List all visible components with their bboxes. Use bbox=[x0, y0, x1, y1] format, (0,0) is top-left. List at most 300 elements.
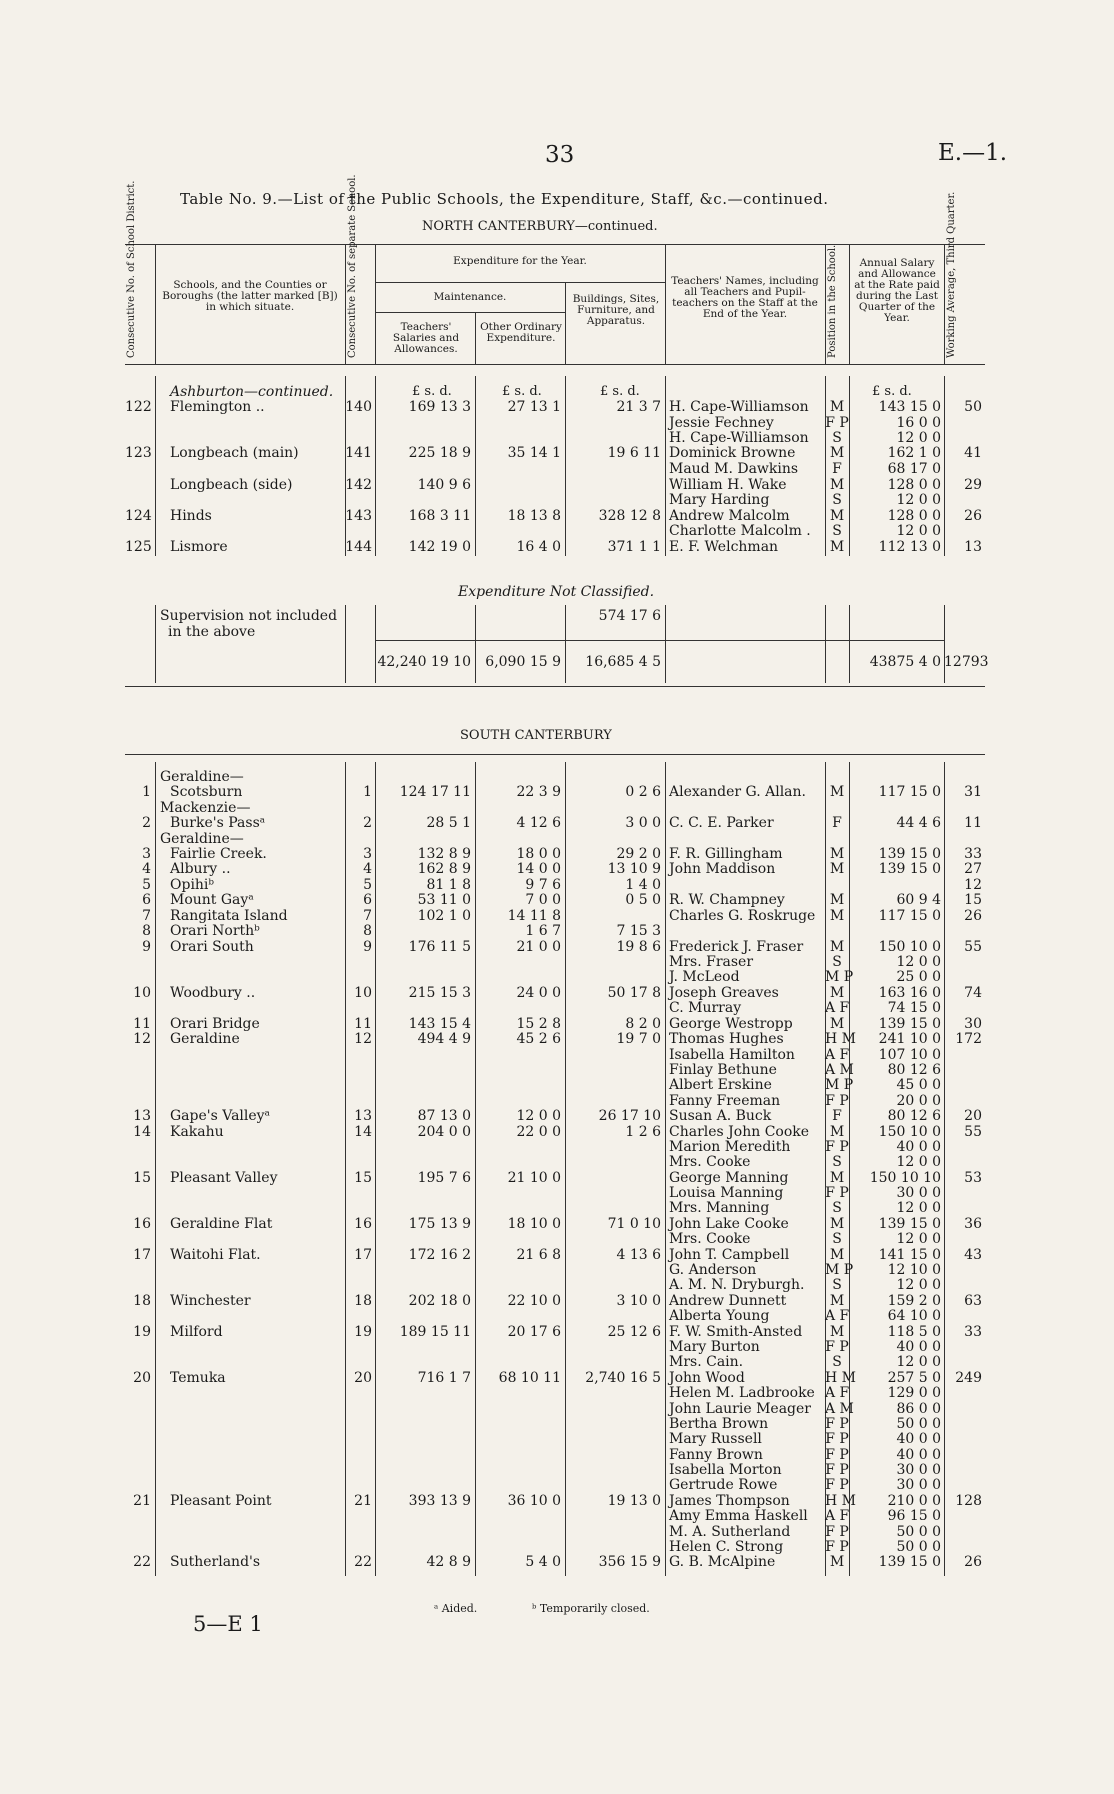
position: F P bbox=[825, 1416, 849, 1432]
attendance: 20 bbox=[964, 1108, 982, 1124]
district-no: 15 bbox=[133, 1170, 151, 1186]
buildings: 7 15 3 bbox=[616, 923, 661, 939]
position: F P bbox=[825, 1185, 849, 1201]
salaries: 172 16 2 bbox=[408, 1247, 471, 1263]
supervision-amount: 574 17 6 bbox=[598, 608, 661, 624]
annual-salary: 12 10 0 bbox=[887, 1262, 941, 1278]
annual-salary: 12 0 0 bbox=[896, 1231, 941, 1247]
school-no: 3 bbox=[363, 846, 372, 862]
salaries: 393 13 9 bbox=[408, 1493, 471, 1509]
table-row bbox=[0, 970, 1114, 985]
north-canterbury-heading: NORTH CANTERBURY—continued. bbox=[422, 219, 658, 234]
table-row bbox=[0, 524, 1114, 539]
position: M bbox=[829, 508, 845, 524]
annual-salary: 50 0 0 bbox=[896, 1416, 941, 1432]
teacher-name: C. C. E. Parker bbox=[669, 815, 774, 831]
teacher-name: Jessie Fechney bbox=[669, 415, 774, 431]
buildings: 356 15 9 bbox=[598, 1554, 661, 1570]
annual-salary: 12 0 0 bbox=[896, 430, 941, 446]
other-expenditure: 18 10 0 bbox=[507, 1216, 561, 1232]
annual-salary: 96 15 0 bbox=[887, 1508, 941, 1524]
other-expenditure: 36 10 0 bbox=[507, 1493, 561, 1509]
teacher-name: Amy Emma Haskell bbox=[669, 1508, 808, 1524]
teacher-name: F. W. Smith-Ansted bbox=[669, 1324, 803, 1340]
position: H M bbox=[825, 1493, 856, 1509]
header-other: Other Ordinary Expenditure. bbox=[480, 321, 562, 344]
teacher-name: Dominick Browne bbox=[669, 445, 796, 461]
district-no: 4 bbox=[142, 861, 151, 877]
teacher-name: Charlotte Malcolm . bbox=[669, 523, 811, 539]
annual-salary: 163 16 0 bbox=[878, 985, 941, 1001]
annual-salary: 86 0 0 bbox=[896, 1401, 941, 1417]
attendance: 26 bbox=[964, 508, 982, 524]
south-canterbury-table bbox=[0, 770, 1114, 1580]
annual-salary: 12 0 0 bbox=[896, 1154, 941, 1170]
district-no: 5 bbox=[142, 877, 151, 893]
table-row bbox=[0, 1478, 1114, 1493]
attendance: 15 bbox=[964, 892, 982, 908]
annual-salary: 117 15 0 bbox=[878, 784, 941, 800]
school-name: Pleasant Valley bbox=[170, 1170, 278, 1186]
position: M bbox=[829, 1324, 845, 1340]
school-name: Geraldine Flat bbox=[170, 1216, 273, 1232]
page-signature: 5—E 1 bbox=[193, 1612, 263, 1636]
school-name: Fairlie Creek. bbox=[170, 846, 267, 862]
salaries: 42 8 9 bbox=[426, 1554, 471, 1570]
school-name: Geraldine— bbox=[160, 831, 244, 847]
position: M P bbox=[825, 1262, 854, 1278]
south-canterbury-heading: SOUTH CANTERBURY bbox=[460, 728, 612, 743]
teacher-name: Isabella Morton bbox=[669, 1462, 782, 1478]
position: F P bbox=[825, 415, 849, 431]
district-no: 17 bbox=[133, 1247, 151, 1263]
district-no: 6 bbox=[142, 892, 151, 908]
teacher-name: Mary Harding bbox=[669, 492, 770, 508]
district-no: 2 bbox=[142, 815, 151, 831]
teacher-name: Louisa Manning bbox=[669, 1185, 784, 1201]
table-row bbox=[0, 540, 1114, 555]
table-row bbox=[0, 1186, 1114, 1201]
header-teachers: Teachers' Names, including all Teachers and Pupil-teachers on the Staff at the End of the Year. bbox=[671, 275, 819, 320]
annual-salary: 12 0 0 bbox=[896, 1277, 941, 1293]
not-classified-heading: Expenditure Not Classified. bbox=[458, 584, 655, 600]
district-no: 19 bbox=[133, 1324, 151, 1340]
school-name: Flemington .. bbox=[170, 399, 265, 415]
school-no: 18 bbox=[354, 1293, 372, 1309]
teacher-name: F. R. Gillingham bbox=[669, 846, 783, 862]
district-no: 20 bbox=[133, 1370, 151, 1386]
position: M bbox=[829, 1170, 845, 1186]
annual-salary: 30 0 0 bbox=[896, 1462, 941, 1478]
table-row bbox=[0, 955, 1114, 970]
school-no: 10 bbox=[354, 985, 372, 1001]
table-row bbox=[0, 400, 1114, 415]
other-expenditure: 14 0 0 bbox=[516, 861, 561, 877]
attendance: 27 bbox=[964, 861, 982, 877]
teacher-name: John Wood bbox=[669, 1370, 745, 1386]
position: F P bbox=[825, 1462, 849, 1478]
buildings: 1 2 6 bbox=[625, 1124, 661, 1140]
table-row bbox=[0, 940, 1114, 955]
other-expenditure: 22 0 0 bbox=[516, 1124, 561, 1140]
salaries: 169 13 3 bbox=[408, 399, 471, 415]
annual-salary: 40 0 0 bbox=[896, 1139, 941, 1155]
other-expenditure: 21 0 0 bbox=[516, 939, 561, 955]
district-no: 13 bbox=[133, 1108, 151, 1124]
buildings: 71 0 10 bbox=[607, 1216, 661, 1232]
position: M bbox=[829, 477, 845, 493]
header-attendance: Working Average, Third Quarter. bbox=[946, 191, 957, 358]
district-no: 8 bbox=[142, 923, 151, 939]
buildings: 19 7 0 bbox=[616, 1031, 661, 1047]
school-name: Orari South bbox=[170, 939, 254, 955]
header-salaries: Teachers' Salaries and Allowances. bbox=[392, 321, 460, 355]
school-no: 8 bbox=[363, 923, 372, 939]
position: A F bbox=[825, 1508, 850, 1524]
teacher-name: George Manning bbox=[669, 1170, 789, 1186]
teacher-name: H. Cape-Williamson bbox=[669, 430, 809, 446]
attendance: 36 bbox=[964, 1216, 982, 1232]
annual-salary: 30 0 0 bbox=[896, 1477, 941, 1493]
teacher-name: Susan A. Buck bbox=[669, 1108, 772, 1124]
buildings: 19 6 11 bbox=[607, 445, 661, 461]
school-no: 1 bbox=[363, 784, 372, 800]
other-expenditure: 5 4 0 bbox=[525, 1554, 561, 1570]
page-number: 33 bbox=[545, 142, 575, 168]
position: M P bbox=[825, 1077, 854, 1093]
other-expenditure: 20 17 6 bbox=[507, 1324, 561, 1340]
position: M bbox=[829, 846, 845, 862]
teacher-name: Albert Erskine bbox=[669, 1077, 772, 1093]
salaries: 132 8 9 bbox=[417, 846, 471, 862]
table-row bbox=[0, 1294, 1114, 1309]
annual-salary: 44 4 6 bbox=[896, 815, 941, 831]
other-expenditure: 45 2 6 bbox=[516, 1031, 561, 1047]
position: H M bbox=[825, 1031, 856, 1047]
teacher-name: R. W. Champney bbox=[669, 892, 785, 908]
district-no: 125 bbox=[125, 539, 152, 555]
school-no: 19 bbox=[354, 1324, 372, 1340]
school-no: 143 bbox=[345, 508, 372, 524]
school-name: Hinds bbox=[170, 508, 212, 524]
buildings: 4 13 6 bbox=[616, 1247, 661, 1263]
attendance: 13 bbox=[964, 539, 982, 555]
annual-salary: 128 0 0 bbox=[887, 477, 941, 493]
teacher-name: A. M. N. Dryburgh. bbox=[669, 1277, 805, 1293]
salaries: 162 8 9 bbox=[417, 861, 471, 877]
attendance: 11 bbox=[964, 815, 982, 831]
currency-other: £ s. d. bbox=[502, 384, 542, 399]
table-row bbox=[0, 1494, 1114, 1509]
teacher-name: Mrs. Cooke bbox=[669, 1154, 751, 1170]
teacher-name: Fanny Brown bbox=[669, 1447, 763, 1463]
teacher-name: Charles G. Roskruge bbox=[669, 908, 816, 924]
position: M bbox=[829, 1216, 845, 1232]
school-name: Winchester bbox=[170, 1293, 251, 1309]
other-expenditure: 21 10 0 bbox=[507, 1170, 561, 1186]
position: A M bbox=[825, 1062, 854, 1078]
annual-salary: 16 0 0 bbox=[896, 415, 941, 431]
other-expenditure: 4 12 6 bbox=[516, 815, 561, 831]
attendance: 41 bbox=[964, 445, 982, 461]
school-name: Mount Gayᵃ bbox=[170, 892, 254, 908]
salaries: 143 15 4 bbox=[408, 1016, 471, 1032]
teacher-name: Gertrude Rowe bbox=[669, 1477, 778, 1493]
position: S bbox=[832, 1231, 842, 1247]
table-row bbox=[0, 1448, 1114, 1463]
annual-salary: 128 0 0 bbox=[887, 508, 941, 524]
table-row bbox=[0, 1232, 1114, 1247]
attendance: 33 bbox=[964, 1324, 982, 1340]
position: M bbox=[829, 1293, 845, 1309]
north-canterbury-table bbox=[0, 385, 1114, 565]
position: F P bbox=[825, 1139, 849, 1155]
school-no: 9 bbox=[363, 939, 372, 955]
teacher-name: Joseph Greaves bbox=[669, 985, 779, 1001]
total-attendance: 12793 bbox=[944, 654, 989, 670]
teacher-name: John Laurie Meager bbox=[669, 1401, 811, 1417]
salaries: 176 11 5 bbox=[408, 939, 471, 955]
position: A F bbox=[825, 1047, 850, 1063]
annual-salary: 139 15 0 bbox=[878, 1554, 941, 1570]
salaries: 204 0 0 bbox=[417, 1124, 471, 1140]
annual-salary: 25 0 0 bbox=[896, 969, 941, 985]
school-name: Orari Northᵇ bbox=[170, 923, 260, 939]
school-name: Gape's Valleyᵃ bbox=[170, 1108, 270, 1124]
header-schools: Schools, and the Counties or Boroughs (the latter marked [B]) in which situate. bbox=[162, 279, 338, 313]
position: S bbox=[832, 1200, 842, 1216]
supervision-label: Supervision not included bbox=[160, 608, 338, 624]
table-row bbox=[0, 1217, 1114, 1232]
teacher-name: Mrs. Cooke bbox=[669, 1231, 751, 1247]
attendance: 33 bbox=[964, 846, 982, 862]
attendance: 26 bbox=[964, 1554, 982, 1570]
teacher-name: Charles John Cooke bbox=[669, 1124, 810, 1140]
salaries: 140 9 6 bbox=[417, 477, 471, 493]
district-no: 14 bbox=[133, 1124, 151, 1140]
salaries: 124 17 11 bbox=[399, 784, 471, 800]
buildings: 0 2 6 bbox=[625, 784, 661, 800]
table-row bbox=[0, 1063, 1114, 1078]
annual-salary: 143 15 0 bbox=[878, 399, 941, 415]
school-name: Longbeach (side) bbox=[170, 477, 293, 493]
salaries: 81 1 8 bbox=[426, 877, 471, 893]
district-no: 7 bbox=[142, 908, 151, 924]
position: M bbox=[829, 1247, 845, 1263]
salaries: 87 13 0 bbox=[417, 1108, 471, 1124]
school-no: 2 bbox=[363, 815, 372, 831]
school-no: 140 bbox=[345, 399, 372, 415]
salaries: 225 18 9 bbox=[408, 445, 471, 461]
school-name: Waitohi Flat. bbox=[170, 1247, 261, 1263]
annual-salary: 139 15 0 bbox=[878, 1216, 941, 1232]
buildings: 3 0 0 bbox=[625, 815, 661, 831]
district-no: 3 bbox=[142, 846, 151, 862]
annual-salary: 159 2 0 bbox=[887, 1293, 941, 1309]
table-row bbox=[0, 1278, 1114, 1293]
annual-salary: 12 0 0 bbox=[896, 954, 941, 970]
table-row bbox=[0, 1525, 1114, 1540]
annual-salary: 150 10 0 bbox=[878, 1124, 941, 1140]
table-row bbox=[0, 1509, 1114, 1524]
school-name: Geraldine bbox=[170, 1031, 240, 1047]
district-no: 10 bbox=[133, 985, 151, 1001]
buildings: 328 12 8 bbox=[598, 508, 661, 524]
annual-salary: 150 10 0 bbox=[878, 939, 941, 955]
school-name: Temuka bbox=[170, 1370, 226, 1386]
table-row bbox=[0, 1463, 1114, 1478]
teacher-name: Alberta Young bbox=[669, 1308, 770, 1324]
position: M bbox=[829, 985, 845, 1001]
total-salaries: 42,240 19 10 bbox=[377, 654, 471, 670]
annual-salary: 12 0 0 bbox=[896, 1200, 941, 1216]
other-expenditure: 21 6 8 bbox=[516, 1247, 561, 1263]
school-name: Sutherland's bbox=[170, 1554, 261, 1570]
buildings: 19 13 0 bbox=[607, 1493, 661, 1509]
table-row bbox=[0, 893, 1114, 908]
other-expenditure: 16 4 0 bbox=[516, 539, 561, 555]
teacher-name: William H. Wake bbox=[669, 477, 787, 493]
position: A F bbox=[825, 1000, 850, 1016]
table-row bbox=[0, 1417, 1114, 1432]
buildings: 19 8 6 bbox=[616, 939, 661, 955]
school-no: 13 bbox=[354, 1108, 372, 1124]
position: S bbox=[832, 954, 842, 970]
salaries: 202 18 0 bbox=[408, 1293, 471, 1309]
table-row bbox=[0, 493, 1114, 508]
teacher-name: J. McLeod bbox=[669, 969, 740, 985]
annual-salary: 80 12 6 bbox=[887, 1062, 941, 1078]
annual-salary: 74 15 0 bbox=[887, 1000, 941, 1016]
position: A M bbox=[825, 1401, 854, 1417]
district-no: 16 bbox=[133, 1216, 151, 1232]
school-name: Geraldine— bbox=[160, 769, 244, 785]
position: F bbox=[832, 1108, 842, 1124]
other-expenditure: 15 2 8 bbox=[516, 1016, 561, 1032]
buildings: 0 5 0 bbox=[625, 892, 661, 908]
salaries: 28 5 1 bbox=[426, 815, 471, 831]
attendance: 128 bbox=[955, 1493, 982, 1509]
other-expenditure: 18 13 8 bbox=[507, 508, 561, 524]
annual-salary: 12 0 0 bbox=[896, 492, 941, 508]
attendance: 12 bbox=[964, 877, 982, 893]
other-expenditure: 7 0 0 bbox=[525, 892, 561, 908]
school-no: 14 bbox=[354, 1124, 372, 1140]
other-expenditure: 14 11 8 bbox=[507, 908, 561, 924]
position: A F bbox=[825, 1308, 850, 1324]
header-position: Position in the School. bbox=[827, 244, 838, 358]
teacher-name: Frederick J. Fraser bbox=[669, 939, 804, 955]
buildings: 2,740 16 5 bbox=[585, 1370, 661, 1386]
school-no: 11 bbox=[354, 1016, 372, 1032]
table-row bbox=[0, 1032, 1114, 1047]
position: S bbox=[832, 1277, 842, 1293]
buildings: 25 12 6 bbox=[607, 1324, 661, 1340]
teacher-name: H. Cape-Williamson bbox=[669, 399, 809, 415]
teacher-name: G. B. McAlpine bbox=[669, 1554, 776, 1570]
header-salary: Annual Salary and Allowance at the Rate paid during the Last Quarter of the Year. bbox=[854, 257, 940, 324]
teacher-name: George Westropp bbox=[669, 1016, 793, 1032]
attendance: 43 bbox=[964, 1247, 982, 1263]
teacher-name: Mary Burton bbox=[669, 1339, 760, 1355]
position: F P bbox=[825, 1339, 849, 1355]
district-no: 22 bbox=[133, 1554, 151, 1570]
school-name: Opihiᵇ bbox=[170, 877, 215, 893]
attendance: 26 bbox=[964, 908, 982, 924]
position: S bbox=[832, 523, 842, 539]
buildings: 50 17 8 bbox=[607, 985, 661, 1001]
table-row bbox=[0, 1125, 1114, 1140]
annual-salary: 118 5 0 bbox=[887, 1324, 941, 1340]
buildings: 29 2 0 bbox=[616, 846, 661, 862]
attendance: 63 bbox=[964, 1293, 982, 1309]
footnote-closed: ᵇ Temporarily closed. bbox=[532, 1602, 650, 1615]
district-no: 18 bbox=[133, 1293, 151, 1309]
annual-salary: 117 15 0 bbox=[878, 908, 941, 924]
annual-salary: 40 0 0 bbox=[896, 1431, 941, 1447]
currency-buildings: £ s. d. bbox=[600, 384, 640, 399]
annual-salary: 162 1 0 bbox=[887, 445, 941, 461]
school-no: 142 bbox=[345, 477, 372, 493]
other-expenditure: 12 0 0 bbox=[516, 1108, 561, 1124]
buildings: 21 3 7 bbox=[616, 399, 661, 415]
header-district-no: Consecutive No. of School District. bbox=[126, 180, 137, 358]
table-row bbox=[0, 785, 1114, 800]
other-expenditure: 22 3 9 bbox=[516, 784, 561, 800]
position: F P bbox=[825, 1093, 849, 1109]
school-name: Ashburton—continued. bbox=[170, 384, 334, 400]
other-expenditure: 35 14 1 bbox=[507, 445, 561, 461]
salaries: 53 11 0 bbox=[417, 892, 471, 908]
teacher-name: Marion Meredith bbox=[669, 1139, 791, 1155]
other-expenditure: 24 0 0 bbox=[516, 985, 561, 1001]
annual-salary: 64 10 0 bbox=[887, 1308, 941, 1324]
district-no: 124 bbox=[125, 508, 152, 524]
table-row bbox=[0, 1555, 1114, 1570]
annual-salary: 139 15 0 bbox=[878, 846, 941, 862]
other-expenditure: 68 10 11 bbox=[498, 1370, 561, 1386]
annual-salary: 129 0 0 bbox=[887, 1385, 941, 1401]
annual-salary: 40 0 0 bbox=[896, 1339, 941, 1355]
table-row bbox=[0, 1355, 1114, 1370]
position: F P bbox=[825, 1524, 849, 1540]
table-row bbox=[0, 986, 1114, 1001]
other-expenditure: 27 13 1 bbox=[507, 399, 561, 415]
school-name: Rangitata Island bbox=[170, 908, 288, 924]
total-buildings: 16,685 4 5 bbox=[585, 654, 661, 670]
school-no: 144 bbox=[345, 539, 372, 555]
teacher-name: Helen M. Ladbrooke bbox=[669, 1385, 815, 1401]
table-row bbox=[0, 1309, 1114, 1324]
position: M P bbox=[825, 969, 854, 985]
annual-salary: 50 0 0 bbox=[896, 1524, 941, 1540]
table-row bbox=[0, 924, 1114, 939]
teacher-name: Fanny Freeman bbox=[669, 1093, 781, 1109]
other-expenditure: 18 0 0 bbox=[516, 846, 561, 862]
school-no: 6 bbox=[363, 892, 372, 908]
footnote-aided: ᵃ Aided. bbox=[434, 1602, 478, 1615]
salaries: 142 19 0 bbox=[408, 539, 471, 555]
annual-salary: 80 12 6 bbox=[887, 1108, 941, 1124]
position: M bbox=[829, 892, 845, 908]
teacher-name: Mrs. Cain. bbox=[669, 1354, 744, 1370]
teacher-name: Maud M. Dawkins bbox=[669, 461, 799, 477]
teacher-name: Finlay Bethune bbox=[669, 1062, 777, 1078]
table-row bbox=[0, 1248, 1114, 1263]
salaries: 189 15 11 bbox=[399, 1324, 471, 1340]
attendance: 29 bbox=[964, 477, 982, 493]
teacher-name: G. Anderson bbox=[669, 1262, 757, 1278]
